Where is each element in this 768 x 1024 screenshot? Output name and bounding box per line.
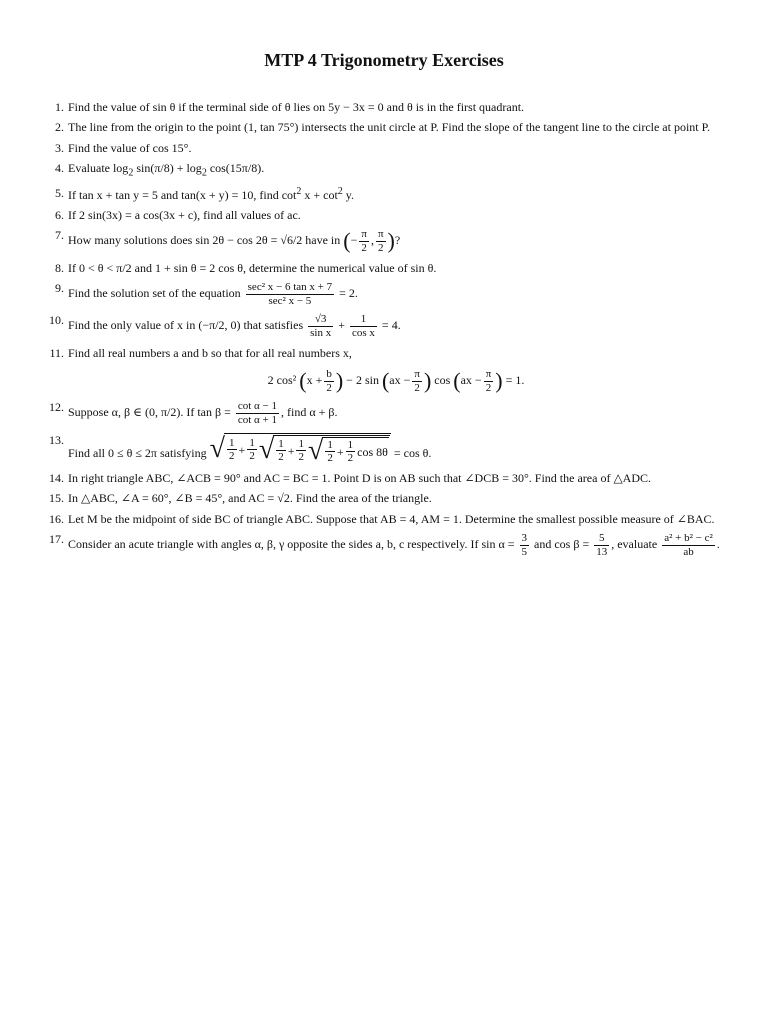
problem-text — [68, 400, 724, 426]
log-base: 2 — [128, 167, 134, 179]
fraction — [346, 439, 356, 465]
fraction — [594, 532, 609, 558]
text-segment: Suppose α, β ∈ (0, π/2). If tan β = — [68, 405, 231, 420]
plus-sign: + — [238, 442, 246, 457]
fraction — [412, 368, 422, 394]
text-segment: sin(π/8) + log — [133, 161, 202, 176]
text-segment: − 2 sin — [346, 373, 379, 388]
fraction — [520, 532, 530, 558]
text-segment: Find all 0 ≤ θ ≤ 2π satisfying — [68, 445, 207, 460]
problem-number: 9. — [55, 281, 64, 296]
denominator: 2 — [249, 450, 255, 463]
text-segment: = 4. — [381, 318, 401, 333]
denominator: 2 — [361, 242, 367, 255]
paren-open: ( — [453, 368, 461, 394]
text-segment: cos — [434, 373, 451, 388]
minus-sign: − — [350, 233, 358, 248]
display-equation — [68, 368, 724, 394]
numerator: 1 — [298, 437, 304, 450]
problem-text: The line from the origin to the point (1, tan 75°) intersects the unit circle at P. Find the slope of the tangent line to the circle at point P. — [68, 120, 710, 135]
paren-close: ) — [423, 368, 432, 394]
text-segment: Find all real numbers a and b so that for all real numbers x, — [68, 345, 352, 360]
problem-text — [68, 532, 724, 558]
text-segment: , evaluate — [611, 537, 658, 552]
text-segment: = 2. — [339, 286, 358, 301]
plus-sign: + — [287, 443, 295, 458]
problem-number: 17. — [49, 532, 64, 547]
exponent: 2 — [337, 185, 343, 197]
numerator: 3 — [521, 532, 528, 545]
numerator: 5 — [594, 532, 609, 546]
fraction — [350, 313, 377, 339]
numerator: 1 — [249, 436, 255, 449]
text-segment: cos(15π/8). — [206, 161, 265, 176]
numerator: √3 — [308, 313, 333, 327]
question-mark: ? — [394, 233, 401, 248]
text-segment: Find the only value of x in (−π/2, 0) that satisfies — [68, 318, 304, 333]
numerator: π — [361, 228, 367, 241]
problem-text: In right triangle ABC, ∠ACB = 90° and AC = BC = 1. Point D is on AB such that ∠DCB = 30°. Find the area of △ADC. — [68, 471, 652, 486]
fraction — [276, 438, 286, 464]
problem-number: 16. — [49, 511, 64, 526]
problem-13 — [44, 433, 724, 465]
problem-text: Find the value of cos 15°. — [68, 140, 192, 155]
fraction — [662, 532, 715, 558]
problem-number: 2. — [55, 120, 64, 135]
radical-sign: √ — [209, 432, 226, 464]
text-segment: cos 8θ — [357, 444, 388, 459]
problem-12 — [44, 400, 724, 426]
fraction — [247, 437, 257, 463]
problem-text — [68, 433, 724, 465]
paren-close: ) — [495, 368, 503, 394]
problem-text: If 0 < θ < π/2 and 1 + sin θ = 2 cos θ, determine the numerical value of sin θ. — [68, 260, 437, 275]
denominator: 2 — [377, 242, 384, 255]
text-segment: If tan x + tan y = 5 and tan(x + y) = 10, find cot — [68, 187, 297, 202]
problem-number: 13. — [49, 432, 64, 447]
problem-7 — [44, 228, 724, 254]
problem-number: 12. — [49, 400, 64, 415]
problem-number: 11. — [49, 345, 64, 360]
fraction — [227, 437, 237, 463]
problem-text: Find the value of sin θ if the terminal side of θ lies on 5y − 3x = 0 and θ is in the first quadrant. — [68, 100, 525, 114]
problem-text: In △ABC, ∠A = 60°, ∠B = 45°, and AC = √2. Find the area of the triangle. — [68, 491, 432, 506]
problem-17 — [44, 532, 724, 558]
denominator: 2 — [298, 451, 304, 464]
problem-8 — [44, 261, 724, 275]
radicand — [224, 433, 391, 465]
text-segment: , find α + β. — [281, 405, 338, 420]
denominator: sin x — [310, 327, 332, 340]
text-segment: x + — [306, 373, 323, 388]
problem-11 — [44, 346, 724, 395]
problem-3 — [44, 141, 724, 155]
text-segment: Evaluate log — [68, 161, 129, 176]
denominator: ab — [683, 545, 694, 558]
numerator: b — [326, 368, 332, 381]
fraction — [236, 400, 279, 426]
fraction — [296, 438, 306, 464]
page-title: MTP 4 Trigonometry Exercises — [264, 50, 504, 70]
problem-number: 3. — [55, 140, 64, 155]
plus-sign: + — [338, 318, 345, 333]
problem-number: 6. — [55, 207, 64, 222]
fraction — [324, 368, 334, 394]
problem-number: 7. — [55, 228, 64, 243]
denominator: 2 — [414, 381, 420, 394]
problem-text — [68, 346, 724, 395]
problem-text — [68, 161, 724, 179]
log-base: 2 — [201, 167, 207, 179]
denominator: 2 — [229, 450, 235, 463]
exponent: 2 — [296, 185, 302, 197]
problem-number: 14. — [49, 471, 64, 486]
text-segment: ax − — [389, 373, 411, 388]
radical-sign: √ — [307, 434, 324, 466]
problem-1 — [44, 100, 724, 114]
denominator: cos x — [352, 327, 375, 340]
fraction — [359, 228, 369, 254]
paren-close: ) — [335, 368, 344, 394]
text-segment: = cos θ. — [393, 445, 432, 460]
problem-14 — [44, 471, 724, 485]
problem-9 — [44, 281, 724, 307]
problem-number: 15. — [49, 491, 64, 506]
denominator: 2 — [278, 451, 284, 464]
numerator: 1 — [350, 313, 377, 327]
numerator: π — [414, 368, 420, 381]
text-segment: = 1. — [505, 373, 525, 388]
text-segment: Find the solution set of the equation — [68, 286, 241, 301]
numerator: π — [377, 228, 384, 241]
fraction — [376, 228, 386, 254]
problem-text — [68, 313, 724, 339]
paren-close: ) — [387, 228, 395, 254]
denominator: 13 — [596, 545, 608, 558]
denominator: 5 — [521, 545, 528, 558]
comma: , — [370, 233, 374, 248]
problem-text: If 2 sin(3x) = a cos(3x + c), find all values of ac. — [68, 207, 301, 222]
paren-open: ( — [343, 228, 351, 254]
problem-text: Let M be the midpoint of side BC of triangle ABC. Suppose that AB = 4, AM = 1. Determine the smallest possible measure of ∠BAC. — [68, 511, 715, 526]
problem-16 — [44, 512, 724, 526]
radicand — [322, 437, 389, 465]
radical-sign: √ — [258, 433, 275, 465]
text-segment: Consider an acute triangle with angles α, β, γ opposite the sides a, b, c respectively. If sin α = — [68, 537, 515, 552]
numerator: 1 — [278, 437, 284, 450]
denominator: sec² x − 5 — [268, 294, 312, 307]
radicand — [273, 435, 390, 465]
denominator: cot α + 1 — [237, 414, 278, 427]
numerator: a² + b² − c² — [664, 532, 713, 545]
plus-sign: + — [336, 444, 344, 459]
problem-15 — [44, 491, 724, 505]
numerator: 1 — [229, 436, 235, 449]
problem-number: 5. — [55, 185, 64, 200]
denominator: 2 — [485, 381, 492, 394]
fraction — [246, 281, 334, 307]
text-segment: y. — [342, 187, 355, 202]
problem-5 — [44, 186, 724, 202]
text-segment: . — [716, 537, 720, 552]
problem-6 — [44, 208, 724, 222]
text-segment: How many solutions does sin 2θ − cos 2θ = √6/2 have in — [68, 233, 341, 248]
denominator: 2 — [327, 452, 333, 465]
problem-number: 10. — [49, 313, 64, 328]
numerator: π — [485, 368, 492, 381]
problem-list — [44, 100, 724, 564]
numerator: sec² x − 6 tan x + 7 — [247, 281, 333, 294]
problem-text — [68, 228, 724, 254]
text-segment: x + cot — [301, 187, 338, 202]
problem-number: 8. — [55, 260, 64, 275]
fraction — [484, 368, 494, 394]
denominator: 2 — [347, 452, 354, 465]
denominator: 2 — [326, 381, 332, 394]
numerator: 1 — [327, 438, 333, 451]
text-segment: and cos β = — [534, 537, 590, 552]
fraction — [325, 439, 335, 465]
problem-number: 4. — [55, 161, 64, 176]
problem-text — [68, 186, 724, 202]
problem-4 — [44, 161, 724, 179]
numerator: cot α − 1 — [237, 400, 278, 413]
text-segment: 2 cos² — [267, 373, 297, 388]
paren-open: ( — [381, 368, 390, 394]
problem-2 — [44, 120, 724, 134]
problem-10 — [44, 313, 724, 339]
nested-radical — [210, 433, 391, 465]
text-segment: ax − — [460, 373, 482, 388]
problem-text — [68, 281, 724, 307]
numerator: 1 — [347, 438, 354, 451]
fraction — [308, 313, 333, 339]
problem-number: 1. — [55, 100, 64, 114]
paren-open: ( — [299, 368, 307, 394]
